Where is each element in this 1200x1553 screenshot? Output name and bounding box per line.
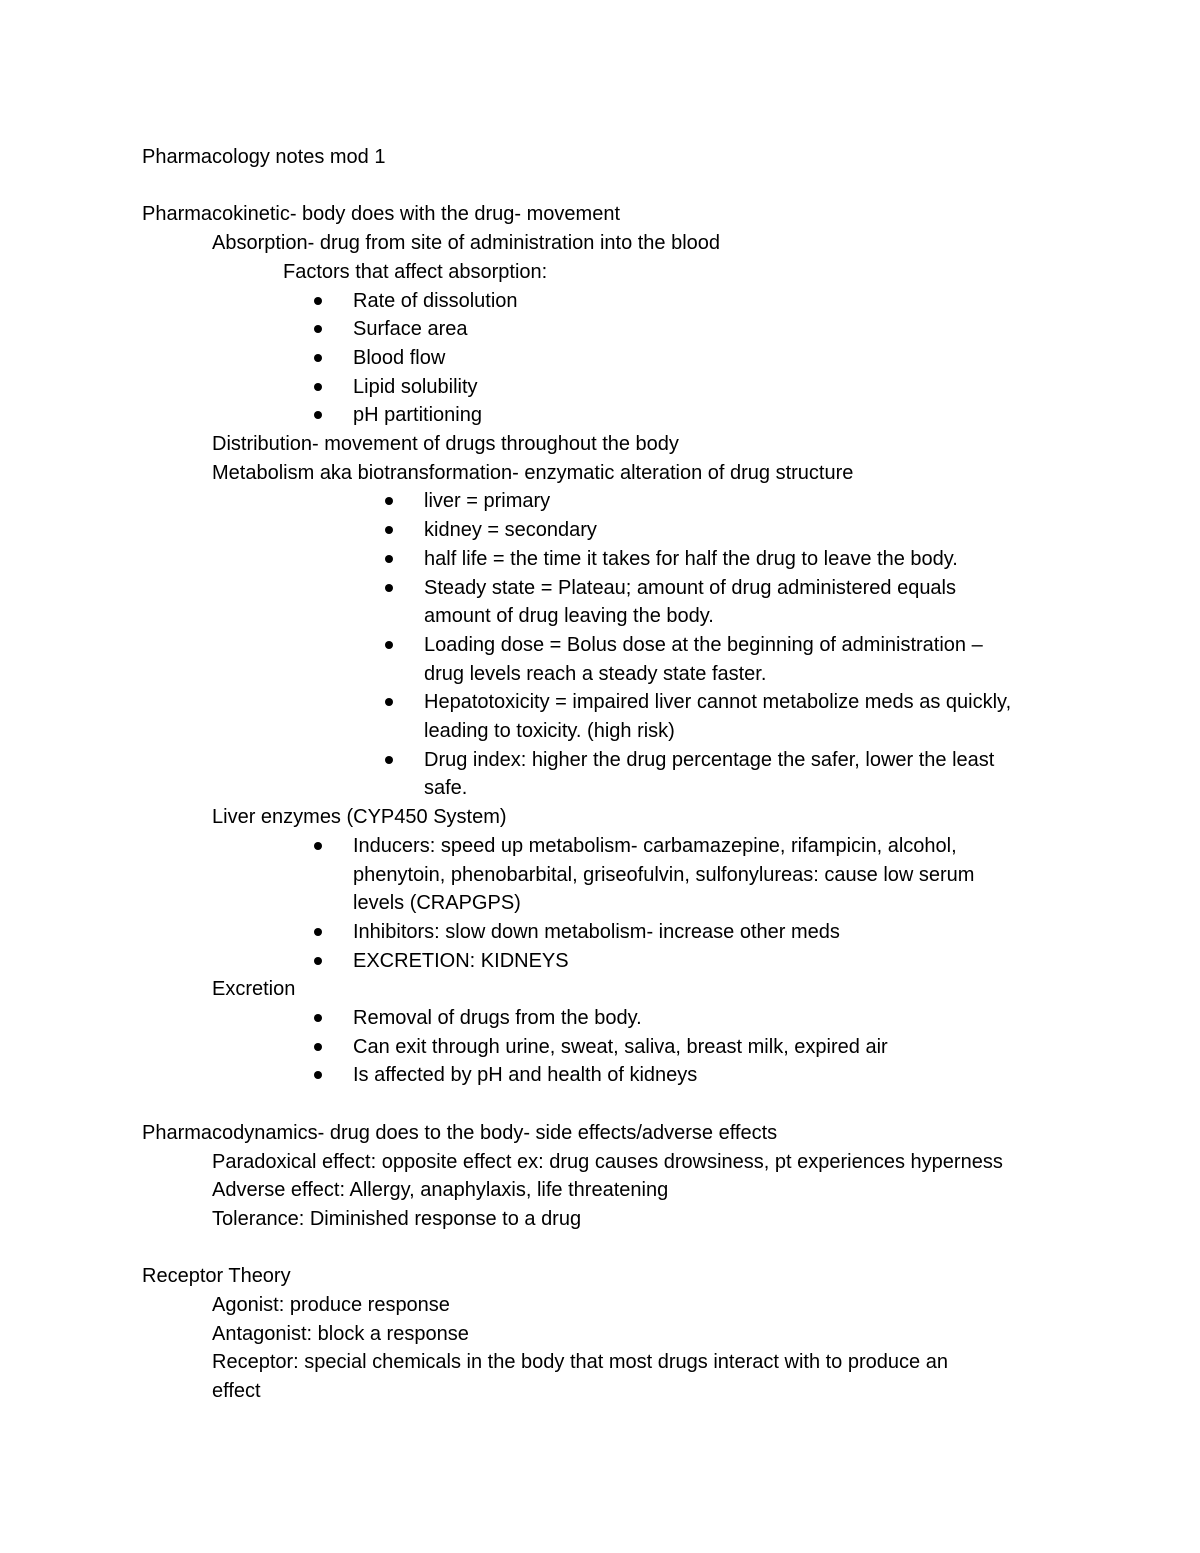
section-heading: Pharmacokinetic- body does with the drug- movement bbox=[142, 203, 621, 226]
bullet-icon bbox=[314, 957, 322, 965]
list-item: phenytoin, phenobarbital, griseofulvin, sulfonylureas: cause low serum bbox=[353, 863, 975, 886]
list-item: Can exit through urine, sweat, saliva, breast milk, expired air bbox=[353, 1035, 888, 1058]
section-heading: Pharmacodynamics- drug does to the body- side effects/adverse effects bbox=[142, 1121, 778, 1144]
list-item: kidney = secondary bbox=[424, 519, 597, 542]
subsection-line: Receptor: special chemicals in the body that most drugs interact with to produce an bbox=[212, 1351, 948, 1374]
list-item: Lipid solubility bbox=[353, 375, 478, 398]
subsection-line: Tolerance: Diminished response to a drug bbox=[212, 1207, 582, 1230]
subsection-line: Excretion bbox=[212, 978, 296, 1001]
list-item: Rate of dissolution bbox=[353, 289, 518, 312]
bullet-icon bbox=[314, 1014, 322, 1022]
list-item: liver = primary bbox=[424, 490, 551, 513]
bullet-icon bbox=[314, 411, 322, 419]
list-item: Inducers: speed up metabolism- carbamazepine, rifampicin, alcohol, bbox=[353, 834, 957, 857]
bullet-icon bbox=[314, 1071, 322, 1079]
subsection-line: Liver enzymes (CYP450 System) bbox=[212, 806, 507, 829]
bullet-icon bbox=[314, 1043, 322, 1051]
list-item: Steady state = Plateau; amount of drug administered equals bbox=[424, 576, 957, 599]
bullet-icon bbox=[314, 297, 322, 305]
subsection-line: Distribution- movement of drugs throughout the body bbox=[212, 433, 679, 455]
list-item: half life = the time it takes for half the drug to leave the body. bbox=[424, 547, 958, 570]
list-item: Removal of drugs from the body. bbox=[353, 1007, 642, 1029]
subsection-line: effect bbox=[212, 1380, 261, 1403]
list-item: Blood flow bbox=[353, 346, 446, 369]
list-item: Surface area bbox=[353, 318, 468, 341]
subsection-line: Agonist: produce response bbox=[212, 1294, 450, 1316]
list-item: amount of drug leaving the body. bbox=[424, 605, 714, 628]
list-item: Loading dose = Bolus dose at the beginning of administration – bbox=[424, 633, 983, 656]
bullet-icon bbox=[314, 354, 322, 362]
list-item: Inhibitors: slow down metabolism- increase other meds bbox=[353, 920, 840, 943]
bullet-icon bbox=[314, 325, 322, 333]
subsection-line: Antagonist: block a response bbox=[212, 1322, 469, 1345]
list-item: drug levels reach a steady state faster. bbox=[424, 662, 767, 685]
bullet-icon bbox=[314, 928, 322, 936]
list-item: levels (CRAPGPS) bbox=[353, 892, 521, 915]
bullet-icon bbox=[314, 842, 322, 850]
bullet-icon bbox=[385, 526, 393, 534]
list-item: Drug index: higher the drug percentage the safer, lower the least bbox=[424, 748, 995, 771]
bullet-icon bbox=[385, 756, 393, 764]
list-item: EXCRETION: KIDNEYS bbox=[353, 949, 569, 972]
subsection-line: Absorption- drug from site of administration into the blood bbox=[212, 232, 721, 255]
bullet-icon bbox=[385, 698, 393, 706]
list-item: Is affected by pH and health of kidneys bbox=[353, 1064, 698, 1087]
subsection-line: Metabolism aka biotransformation- enzymatic alteration of drug structure bbox=[212, 461, 854, 484]
bullet-icon bbox=[385, 584, 393, 592]
section-heading: Receptor Theory bbox=[142, 1265, 291, 1288]
bullet-icon bbox=[385, 497, 393, 505]
subsection-line: Paradoxical effect: opposite effect ex: drug causes drowsiness, pt experiences hyperness bbox=[212, 1150, 1003, 1173]
bullet-icon bbox=[385, 555, 393, 563]
sub-heading: Factors that affect absorption: bbox=[283, 260, 548, 283]
bullet-icon bbox=[314, 383, 322, 391]
subsection-line: Adverse effect: Allergy, anaphylaxis, life threatening bbox=[212, 1179, 669, 1202]
document-title: Pharmacology notes mod 1 bbox=[142, 146, 386, 168]
list-item: Hepatotoxicity = impaired liver cannot metabolize meds as quickly, bbox=[424, 691, 1012, 714]
bullet-icon bbox=[385, 641, 393, 649]
list-item: leading to toxicity. (high risk) bbox=[424, 720, 675, 742]
list-item: pH partitioning bbox=[353, 404, 482, 427]
list-item: safe. bbox=[424, 777, 468, 800]
